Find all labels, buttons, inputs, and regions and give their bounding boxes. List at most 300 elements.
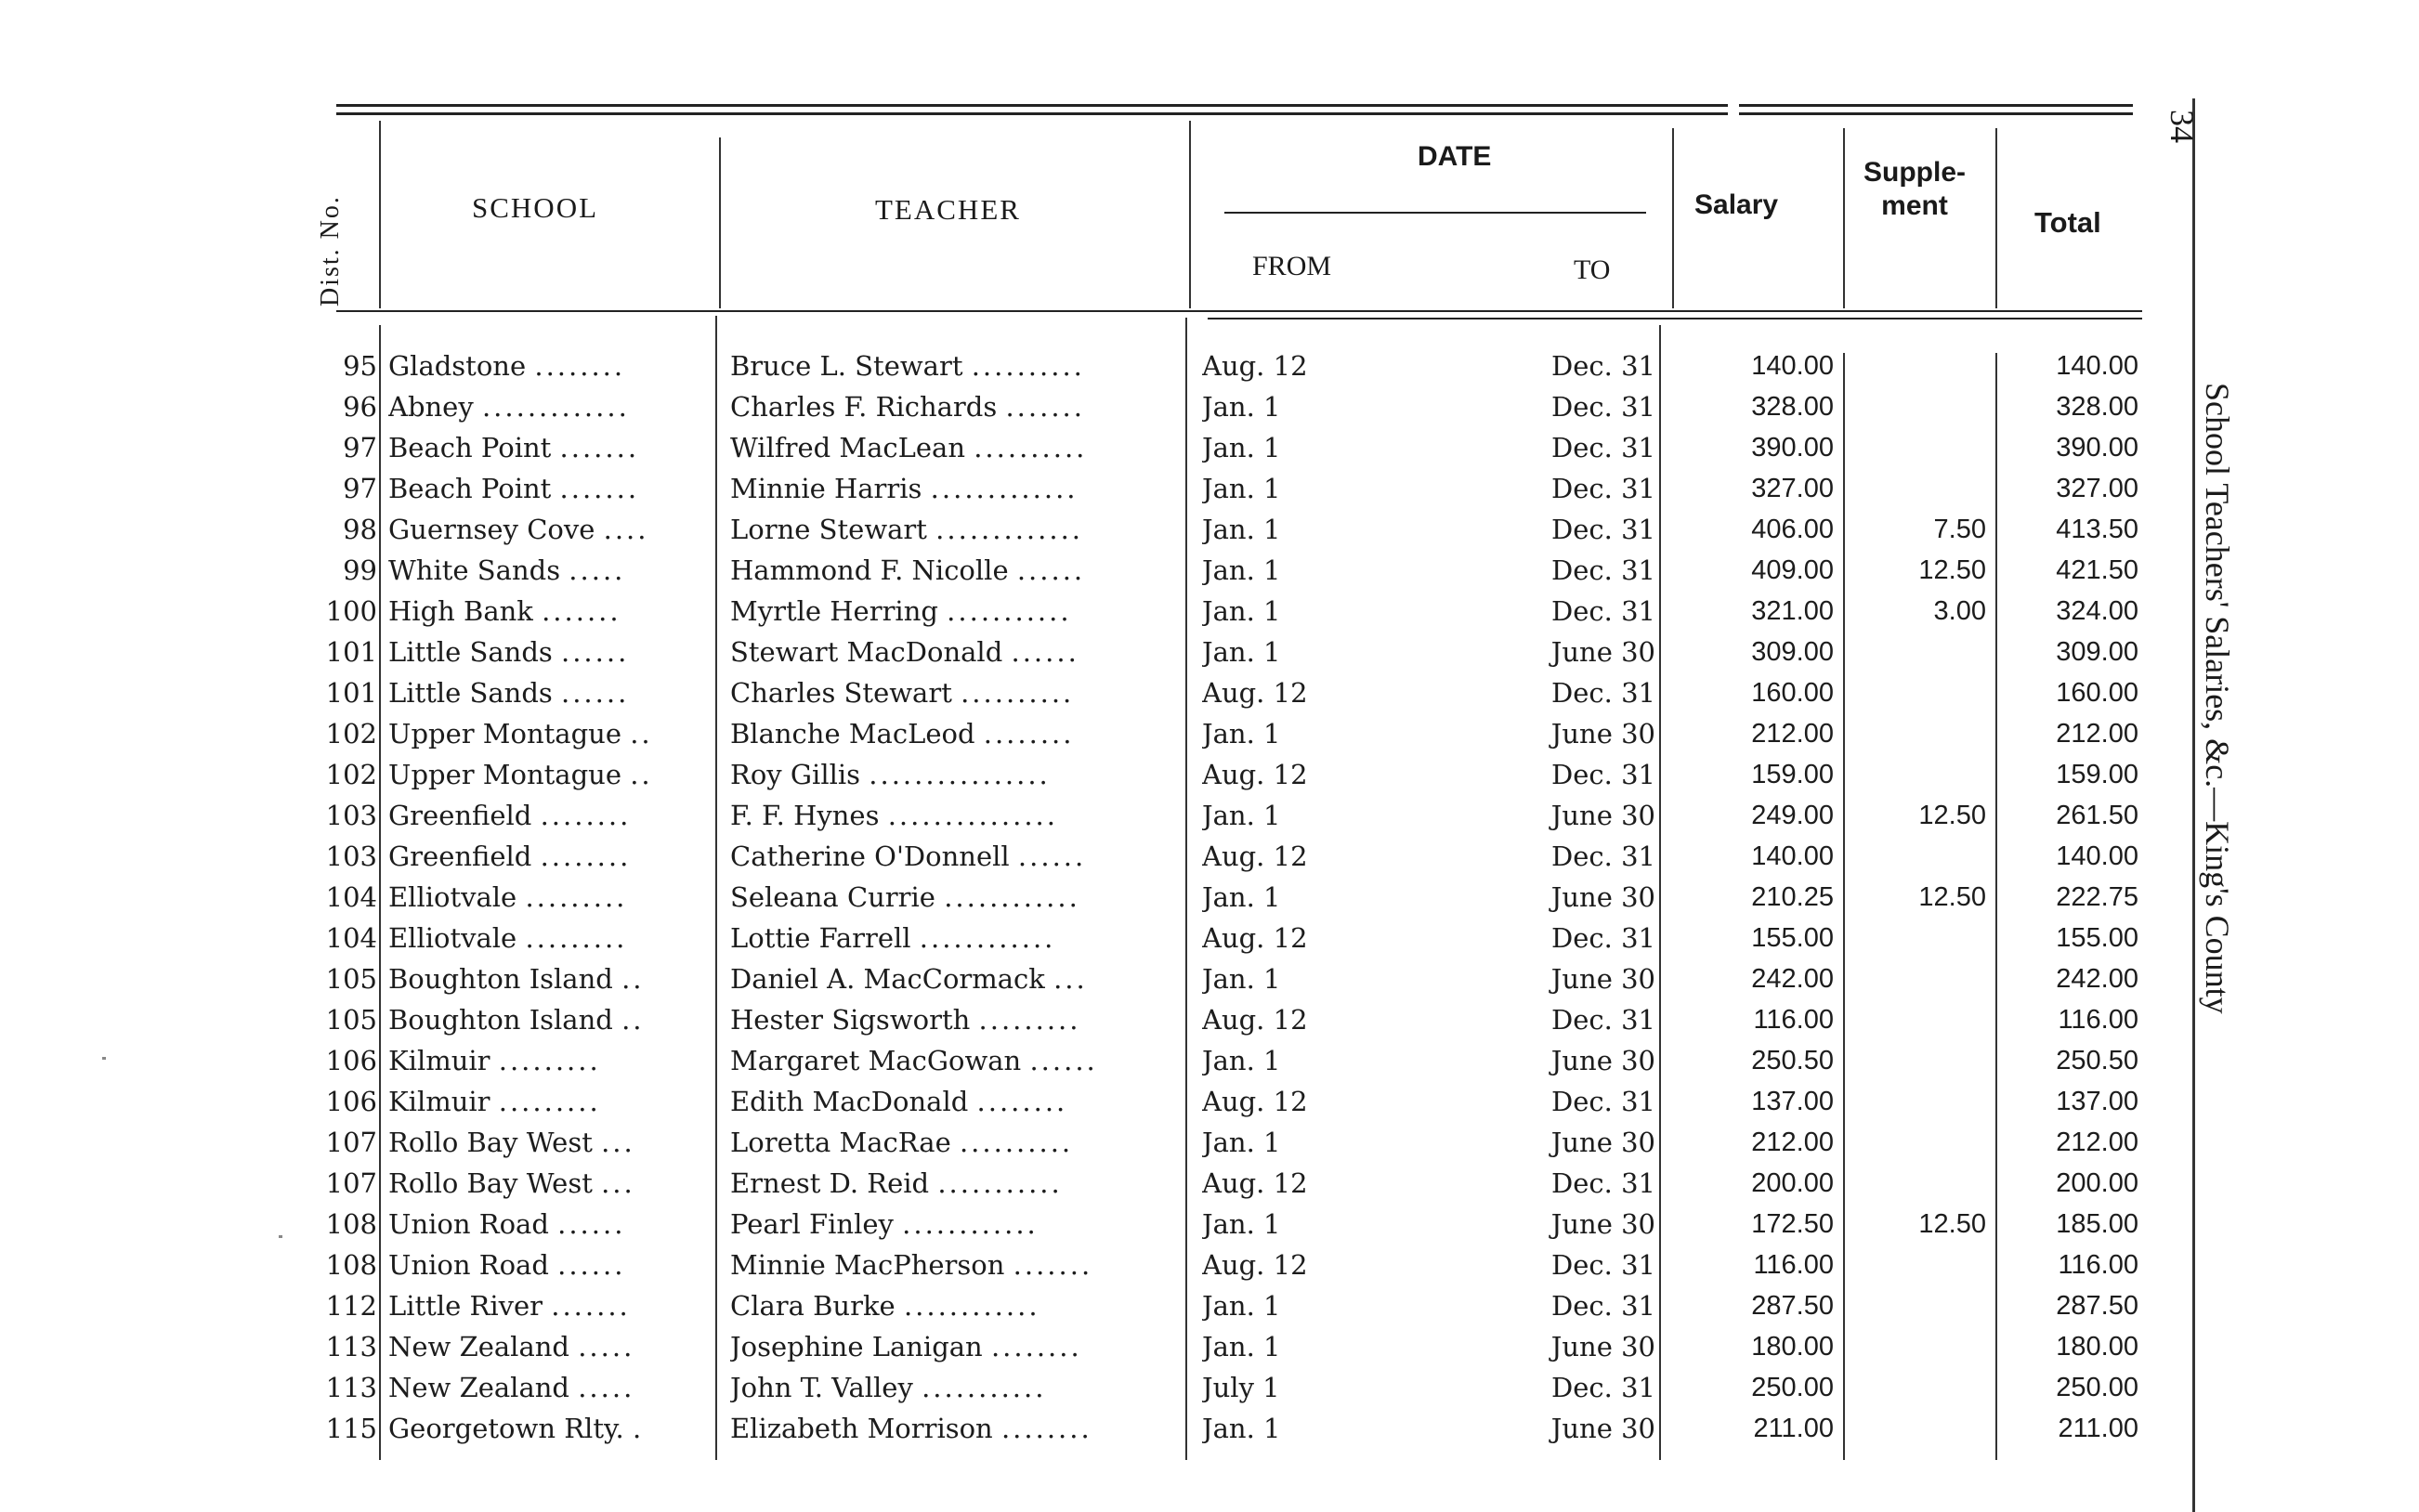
teacher-name: Lorne Stewart [730, 514, 927, 545]
teacher-name: Minnie MacPherson [730, 1249, 1005, 1281]
dist-no-cell: 112 [325, 1290, 377, 1322]
teacher-name: Myrtle Herring [730, 595, 938, 627]
leader-dots: .... [603, 514, 649, 545]
school-header: SCHOOL [472, 191, 599, 224]
school-cell [388, 1326, 713, 1367]
supplement-cell: 12.50 [1918, 882, 1986, 912]
teacher-cell [730, 345, 1183, 386]
dist-no-cell: 103 [325, 800, 377, 831]
total-cell: 212.00 [2056, 719, 2138, 749]
date-from-cell: Jan. 1 [1202, 473, 1281, 504]
supplement-cell [1849, 386, 1986, 427]
total-cell: 155.00 [2056, 923, 2138, 953]
from-header: FROM [1252, 251, 1332, 281]
date-from-cell: Aug. 12 [1202, 1167, 1308, 1199]
date-from-cell: Jan. 1 [1202, 963, 1281, 995]
supplement-header [1854, 156, 1975, 223]
leader-dots: ...... [1011, 636, 1079, 668]
school-name: Guernsey Cove [388, 514, 595, 545]
leader-dots: ...... [1029, 1045, 1098, 1076]
date-from-cell: Jan. 1 [1202, 514, 1281, 545]
supplement-cell [1849, 1040, 1986, 1081]
date-from-cell: Jan. 1 [1202, 1208, 1281, 1240]
salary-cell: 180.00 [1751, 1332, 1834, 1362]
table-row [0, 713, 2419, 754]
date-from-cell: Aug. 12 [1202, 1249, 1308, 1281]
date-to-cell: Dec. 31 [1551, 1372, 1655, 1403]
school-name: Beach Point [388, 473, 552, 504]
teacher-name: Wilfred MacLean [730, 432, 965, 463]
teacher-name: Lottie Farrell [730, 922, 911, 954]
supplement-cell [1849, 345, 1986, 386]
teacher-cell [730, 509, 1183, 550]
school-cell [388, 550, 713, 591]
salary-cell: 409.00 [1751, 555, 1834, 585]
date-header: DATE [1418, 141, 1492, 172]
leader-dots: ........... [947, 595, 1072, 627]
salary-cell: 140.00 [1751, 351, 1834, 381]
teacher-cell [730, 795, 1183, 836]
leader-dots: .. [621, 1004, 645, 1036]
salary-header: Salary [1694, 189, 1779, 220]
salary-cell: 406.00 [1751, 515, 1834, 544]
table-row [0, 632, 2419, 672]
date-from-cell: Jan. 1 [1202, 554, 1281, 586]
table-row [0, 1122, 2419, 1163]
table-row [0, 958, 2419, 999]
dist-no-cell: 104 [325, 881, 377, 913]
school-cell [388, 958, 713, 999]
teacher-header: TEACHER [875, 193, 1021, 226]
date-to-cell: June 30 [1550, 1127, 1655, 1158]
leader-dots: ... [601, 1127, 635, 1158]
header-divider [379, 121, 381, 308]
leader-dots: ......... [525, 922, 628, 954]
date-to-cell: June 30 [1550, 1331, 1655, 1362]
leader-dots: .......... [961, 677, 1075, 709]
date-to-cell: June 30 [1550, 1045, 1655, 1076]
dist-no-cell: 107 [325, 1167, 377, 1199]
leader-dots: ........ [983, 718, 1075, 749]
leader-dots: ..... [569, 554, 626, 586]
supplement-cell [1849, 1326, 1986, 1367]
leader-dots: ............ [902, 1208, 1039, 1240]
school-name: Upper Montague [388, 759, 621, 790]
salary-cell: 212.00 [1751, 719, 1834, 749]
date-to-cell: Dec. 31 [1551, 1249, 1655, 1281]
dist-no-cell: 101 [325, 677, 377, 709]
date-from-cell: Aug. 12 [1202, 922, 1308, 954]
teacher-name: Elizabeth Morrison [730, 1413, 993, 1444]
salary-cell: 250.00 [1751, 1373, 1834, 1402]
school-name: Kilmuir [388, 1045, 490, 1076]
leader-dots: ......... [525, 881, 628, 913]
leader-dots: ........ [976, 1086, 1068, 1117]
teacher-cell [730, 1245, 1183, 1285]
leader-dots: ....... [551, 1290, 631, 1322]
leader-dots: ....... [542, 595, 621, 627]
school-cell [388, 1122, 713, 1163]
table-row [0, 1245, 2419, 1285]
date-to-cell: June 30 [1550, 800, 1655, 831]
table-row [0, 877, 2419, 918]
leader-dots: ....... [559, 432, 640, 463]
leader-dots: ......... [498, 1045, 601, 1076]
date-to-cell: June 30 [1550, 881, 1655, 913]
dist-no-cell: 100 [325, 595, 377, 627]
date-from-cell: Jan. 1 [1202, 636, 1281, 668]
total-cell: 180.00 [2056, 1332, 2138, 1362]
teacher-cell [730, 1163, 1183, 1204]
table-row [0, 591, 2419, 632]
date-to-cell: Dec. 31 [1551, 350, 1655, 382]
total-cell: 261.50 [2056, 801, 2138, 830]
date-to-cell: June 30 [1550, 718, 1655, 749]
dist-no-cell: 106 [325, 1045, 377, 1076]
school-name: Upper Montague [388, 718, 621, 749]
total-cell: 185.00 [2056, 1209, 2138, 1239]
teacher-cell [730, 836, 1183, 877]
leader-dots: ............... [887, 800, 1058, 831]
supplement-cell [1849, 754, 1986, 795]
school-name: Union Road [388, 1208, 549, 1240]
teacher-name: Pearl Finley [730, 1208, 894, 1240]
school-name: White Sands [388, 554, 561, 586]
supplement-cell [1849, 1245, 1986, 1285]
date-to-cell: Dec. 31 [1551, 1290, 1655, 1322]
teacher-name: Blanche MacLeod [730, 718, 975, 749]
supplement-cell [1849, 713, 1986, 754]
school-name: Little River [388, 1290, 543, 1322]
leader-dots: . [632, 1413, 645, 1444]
date-from-cell: Aug. 12 [1202, 1086, 1308, 1117]
header-divider [1843, 128, 1845, 308]
leader-dots: .......... [974, 432, 1088, 463]
total-cell: 137.00 [2056, 1087, 2138, 1116]
running-title: School Teachers' Salaries, &c.—King's County [2199, 383, 2236, 1014]
teacher-name: Charles F. Richards [730, 391, 998, 423]
date-to-cell: Dec. 31 [1551, 432, 1655, 463]
teacher-cell [730, 632, 1183, 672]
leader-dots: ... [601, 1167, 635, 1199]
dist-no-cell: 106 [325, 1086, 377, 1117]
top-rule [336, 104, 1728, 107]
supplement-cell [1849, 672, 1986, 713]
table-row [0, 345, 2419, 386]
supplement-cell [1849, 1081, 1986, 1122]
date-to-cell: Dec. 31 [1551, 473, 1655, 504]
date-to-cell: Dec. 31 [1551, 841, 1655, 872]
salary-cell: 116.00 [1753, 1250, 1834, 1280]
leader-dots: ... [1053, 963, 1088, 995]
leader-dots: ......... [978, 1004, 1081, 1036]
leader-dots: ........ [540, 800, 632, 831]
salary-cell: 249.00 [1751, 801, 1834, 830]
total-cell: 140.00 [2056, 841, 2138, 871]
date-from-cell: Aug. 12 [1202, 1004, 1308, 1036]
date-from-cell: July 1 [1202, 1372, 1280, 1403]
supplement-cell: 12.50 [1918, 555, 1986, 585]
total-cell: 159.00 [2056, 760, 2138, 789]
date-from-cell: Jan. 1 [1202, 881, 1281, 913]
total-cell: 421.50 [2056, 555, 2138, 585]
total-cell: 116.00 [2058, 1250, 2138, 1280]
teacher-cell [730, 918, 1183, 958]
dist-no-cell: 97 [343, 473, 377, 504]
teacher-name: Roy Gillis [730, 759, 861, 790]
school-cell [388, 1367, 713, 1408]
date-from-cell: Aug. 12 [1202, 759, 1308, 790]
dist-no-cell: 104 [325, 922, 377, 954]
teacher-name: John T. Valley [730, 1372, 913, 1403]
leader-dots: .......... [959, 1127, 1074, 1158]
table-row [0, 1204, 2419, 1245]
school-name: Union Road [388, 1249, 549, 1281]
school-name: New Zealand [388, 1331, 569, 1362]
leader-dots: ...... [1016, 554, 1086, 586]
teacher-name: Catherine O'Donnell [730, 841, 1010, 872]
teacher-cell [730, 958, 1183, 999]
teacher-name: Clara Burke [730, 1290, 896, 1322]
teacher-name: Ernest D. Reid [730, 1167, 930, 1199]
leader-dots: ...... [557, 1208, 626, 1240]
teacher-name: Hester Sigsworth [730, 1004, 971, 1036]
leader-dots: ...... [561, 677, 630, 709]
table-row [0, 754, 2419, 795]
dist-no-cell: 113 [325, 1331, 377, 1362]
salary-cell: 242.00 [1751, 964, 1834, 994]
school-name: Elliotvale [388, 881, 517, 913]
teacher-name: Charles Stewart [730, 677, 952, 709]
teacher-name: Stewart MacDonald [730, 636, 1003, 668]
school-cell [388, 836, 713, 877]
total-cell: 309.00 [2056, 637, 2138, 667]
school-cell [388, 1285, 713, 1326]
supplement-cell [1849, 1163, 1986, 1204]
header-divider [1995, 128, 1997, 308]
salary-cell: 321.00 [1751, 596, 1834, 626]
dist-no-cell: 98 [343, 514, 377, 545]
date-to-cell: June 30 [1550, 636, 1655, 668]
leader-dots: ............. [930, 473, 1079, 504]
leader-dots: ...... [561, 636, 630, 668]
supplement-cell: 12.50 [1918, 1209, 1986, 1239]
salary-cell: 210.25 [1751, 882, 1834, 912]
supplement-cell [1849, 918, 1986, 958]
salary-cell: 327.00 [1751, 474, 1834, 503]
teacher-name: Edith MacDonald [730, 1086, 969, 1117]
table-row [0, 999, 2419, 1040]
dist-no-cell: 102 [325, 718, 377, 749]
supplement-cell [1849, 427, 1986, 468]
school-name: Little Sands [388, 677, 553, 709]
teacher-cell [730, 1081, 1183, 1122]
total-cell: 222.75 [2056, 882, 2138, 912]
table-row [0, 672, 2419, 713]
supplement-cell [1849, 836, 1986, 877]
supplement-cell [1849, 958, 1986, 999]
school-cell [388, 591, 713, 632]
school-cell [388, 999, 713, 1040]
scan-speck [102, 1057, 106, 1060]
total-cell: 250.50 [2056, 1046, 2138, 1075]
date-to-cell: Dec. 31 [1551, 922, 1655, 954]
teacher-name: F. F. Hynes [730, 800, 880, 831]
leader-dots: ........ [540, 841, 632, 872]
table-row [0, 1326, 2419, 1367]
leader-dots: ............. [935, 514, 1084, 545]
supplement-cell [1849, 1122, 1986, 1163]
total-cell: 200.00 [2056, 1168, 2138, 1198]
leader-dots: ............ [944, 881, 1080, 913]
table-row [0, 427, 2419, 468]
table-row [0, 1408, 2419, 1449]
dist-no-cell: 95 [343, 350, 377, 382]
leader-dots: ........ [534, 350, 626, 382]
total-cell: 160.00 [2056, 678, 2138, 708]
teacher-name: Hammond F. Nicolle [730, 554, 1009, 586]
dist-no-cell: 99 [343, 554, 377, 586]
date-from-cell: Jan. 1 [1202, 1331, 1281, 1362]
total-cell: 140.00 [2056, 351, 2138, 381]
table-row [0, 550, 2419, 591]
date-to-cell: Dec. 31 [1551, 514, 1655, 545]
teacher-cell [730, 550, 1183, 591]
leader-dots: ...... [1017, 841, 1087, 872]
dist-no-cell: 103 [325, 841, 377, 872]
school-name: New Zealand [388, 1372, 569, 1403]
date-from-cell: Jan. 1 [1202, 595, 1281, 627]
teacher-cell [730, 386, 1183, 427]
teacher-cell [730, 1285, 1183, 1326]
leader-dots: ........... [937, 1167, 1063, 1199]
leader-dots: ...... [557, 1249, 626, 1281]
total-cell: 211.00 [2058, 1414, 2138, 1443]
school-cell [388, 386, 713, 427]
dist-no-header: Dist. No. [316, 195, 345, 306]
school-name: Beach Point [388, 432, 552, 463]
total-cell: 212.00 [2056, 1127, 2138, 1157]
table-row [0, 795, 2419, 836]
school-cell [388, 509, 713, 550]
school-cell [388, 795, 713, 836]
date-to-cell: Dec. 31 [1551, 1167, 1655, 1199]
header-rule [1208, 318, 2142, 319]
supplement-cell [1849, 999, 1986, 1040]
table-row [0, 468, 2419, 509]
school-name: Elliotvale [388, 922, 517, 954]
school-cell [388, 877, 713, 918]
leader-dots: ....... [1005, 391, 1085, 423]
table-row [0, 509, 2419, 550]
school-name: Kilmuir [388, 1086, 490, 1117]
school-name: Gladstone [388, 350, 527, 382]
teacher-cell [730, 672, 1183, 713]
salary-cell: 140.00 [1751, 841, 1834, 871]
teacher-name: Daniel A. MacCormack [730, 963, 1045, 995]
school-cell [388, 1040, 713, 1081]
teacher-name: Seleana Currie [730, 881, 935, 913]
table-row [0, 1285, 2419, 1326]
teacher-cell [730, 877, 1183, 918]
table-row [0, 386, 2419, 427]
leader-dots: .. [630, 718, 653, 749]
salary-cell: 155.00 [1751, 923, 1834, 953]
salary-cell: 172.50 [1751, 1209, 1834, 1239]
school-cell [388, 345, 713, 386]
teacher-cell [730, 427, 1183, 468]
header-divider [1672, 128, 1674, 308]
salary-cell: 328.00 [1751, 392, 1834, 422]
teacher-cell [730, 468, 1183, 509]
dist-no-cell: 107 [325, 1127, 377, 1158]
school-name: High Bank [388, 595, 533, 627]
header-divider [719, 137, 721, 308]
date-to-cell: Dec. 31 [1551, 391, 1655, 423]
salary-cell: 137.00 [1751, 1087, 1834, 1116]
table-row [0, 918, 2419, 958]
teacher-cell [730, 999, 1183, 1040]
school-name: Abney [388, 391, 474, 423]
date-from-cell: Aug. 12 [1202, 350, 1308, 382]
date-to-cell: Dec. 31 [1551, 554, 1655, 586]
salary-cell: 200.00 [1751, 1168, 1834, 1198]
total-cell: 242.00 [2056, 964, 2138, 994]
dist-no-cell: 115 [325, 1413, 377, 1444]
supplement-cell: 3.00 [1933, 596, 1986, 626]
leader-dots: ....... [559, 473, 640, 504]
dist-no-cell: 108 [325, 1249, 377, 1281]
table-row [0, 1040, 2419, 1081]
school-name: Greenfield [388, 841, 532, 872]
salary-cell: 309.00 [1751, 637, 1834, 667]
school-cell [388, 632, 713, 672]
teacher-name: Loretta MacRae [730, 1127, 951, 1158]
top-rule [1739, 104, 2133, 107]
leader-dots: .. [630, 759, 653, 790]
salary-cell: 159.00 [1751, 760, 1834, 789]
date-from-cell: Jan. 1 [1202, 800, 1281, 831]
teacher-cell [730, 1408, 1183, 1449]
date-to-cell: Dec. 31 [1551, 1004, 1655, 1036]
dist-no-cell: 105 [325, 1004, 377, 1036]
date-from-cell: Jan. 1 [1202, 1045, 1281, 1076]
school-name: Greenfield [388, 800, 532, 831]
school-cell [388, 1163, 713, 1204]
scan-speck [279, 1235, 282, 1238]
school-cell [388, 754, 713, 795]
table-row [0, 1163, 2419, 1204]
teacher-cell [730, 591, 1183, 632]
dist-no-cell: 101 [325, 636, 377, 668]
total-cell: 324.00 [2056, 596, 2138, 626]
school-cell [388, 713, 713, 754]
leader-dots: ..... [578, 1372, 635, 1403]
date-from-cell: Jan. 1 [1202, 432, 1281, 463]
school-cell [388, 672, 713, 713]
supplement-cell [1849, 468, 1986, 509]
teacher-cell [730, 1204, 1183, 1245]
school-cell [388, 1081, 713, 1122]
date-divider [1224, 212, 1646, 214]
leader-dots: ........ [990, 1331, 1082, 1362]
total-header: Total [2034, 206, 2101, 239]
date-to-cell: Dec. 31 [1551, 759, 1655, 790]
dist-no-cell: 108 [325, 1208, 377, 1240]
teacher-cell [730, 1040, 1183, 1081]
teacher-cell [730, 1326, 1183, 1367]
supplement-header-line1: Supple- [1863, 157, 1966, 188]
